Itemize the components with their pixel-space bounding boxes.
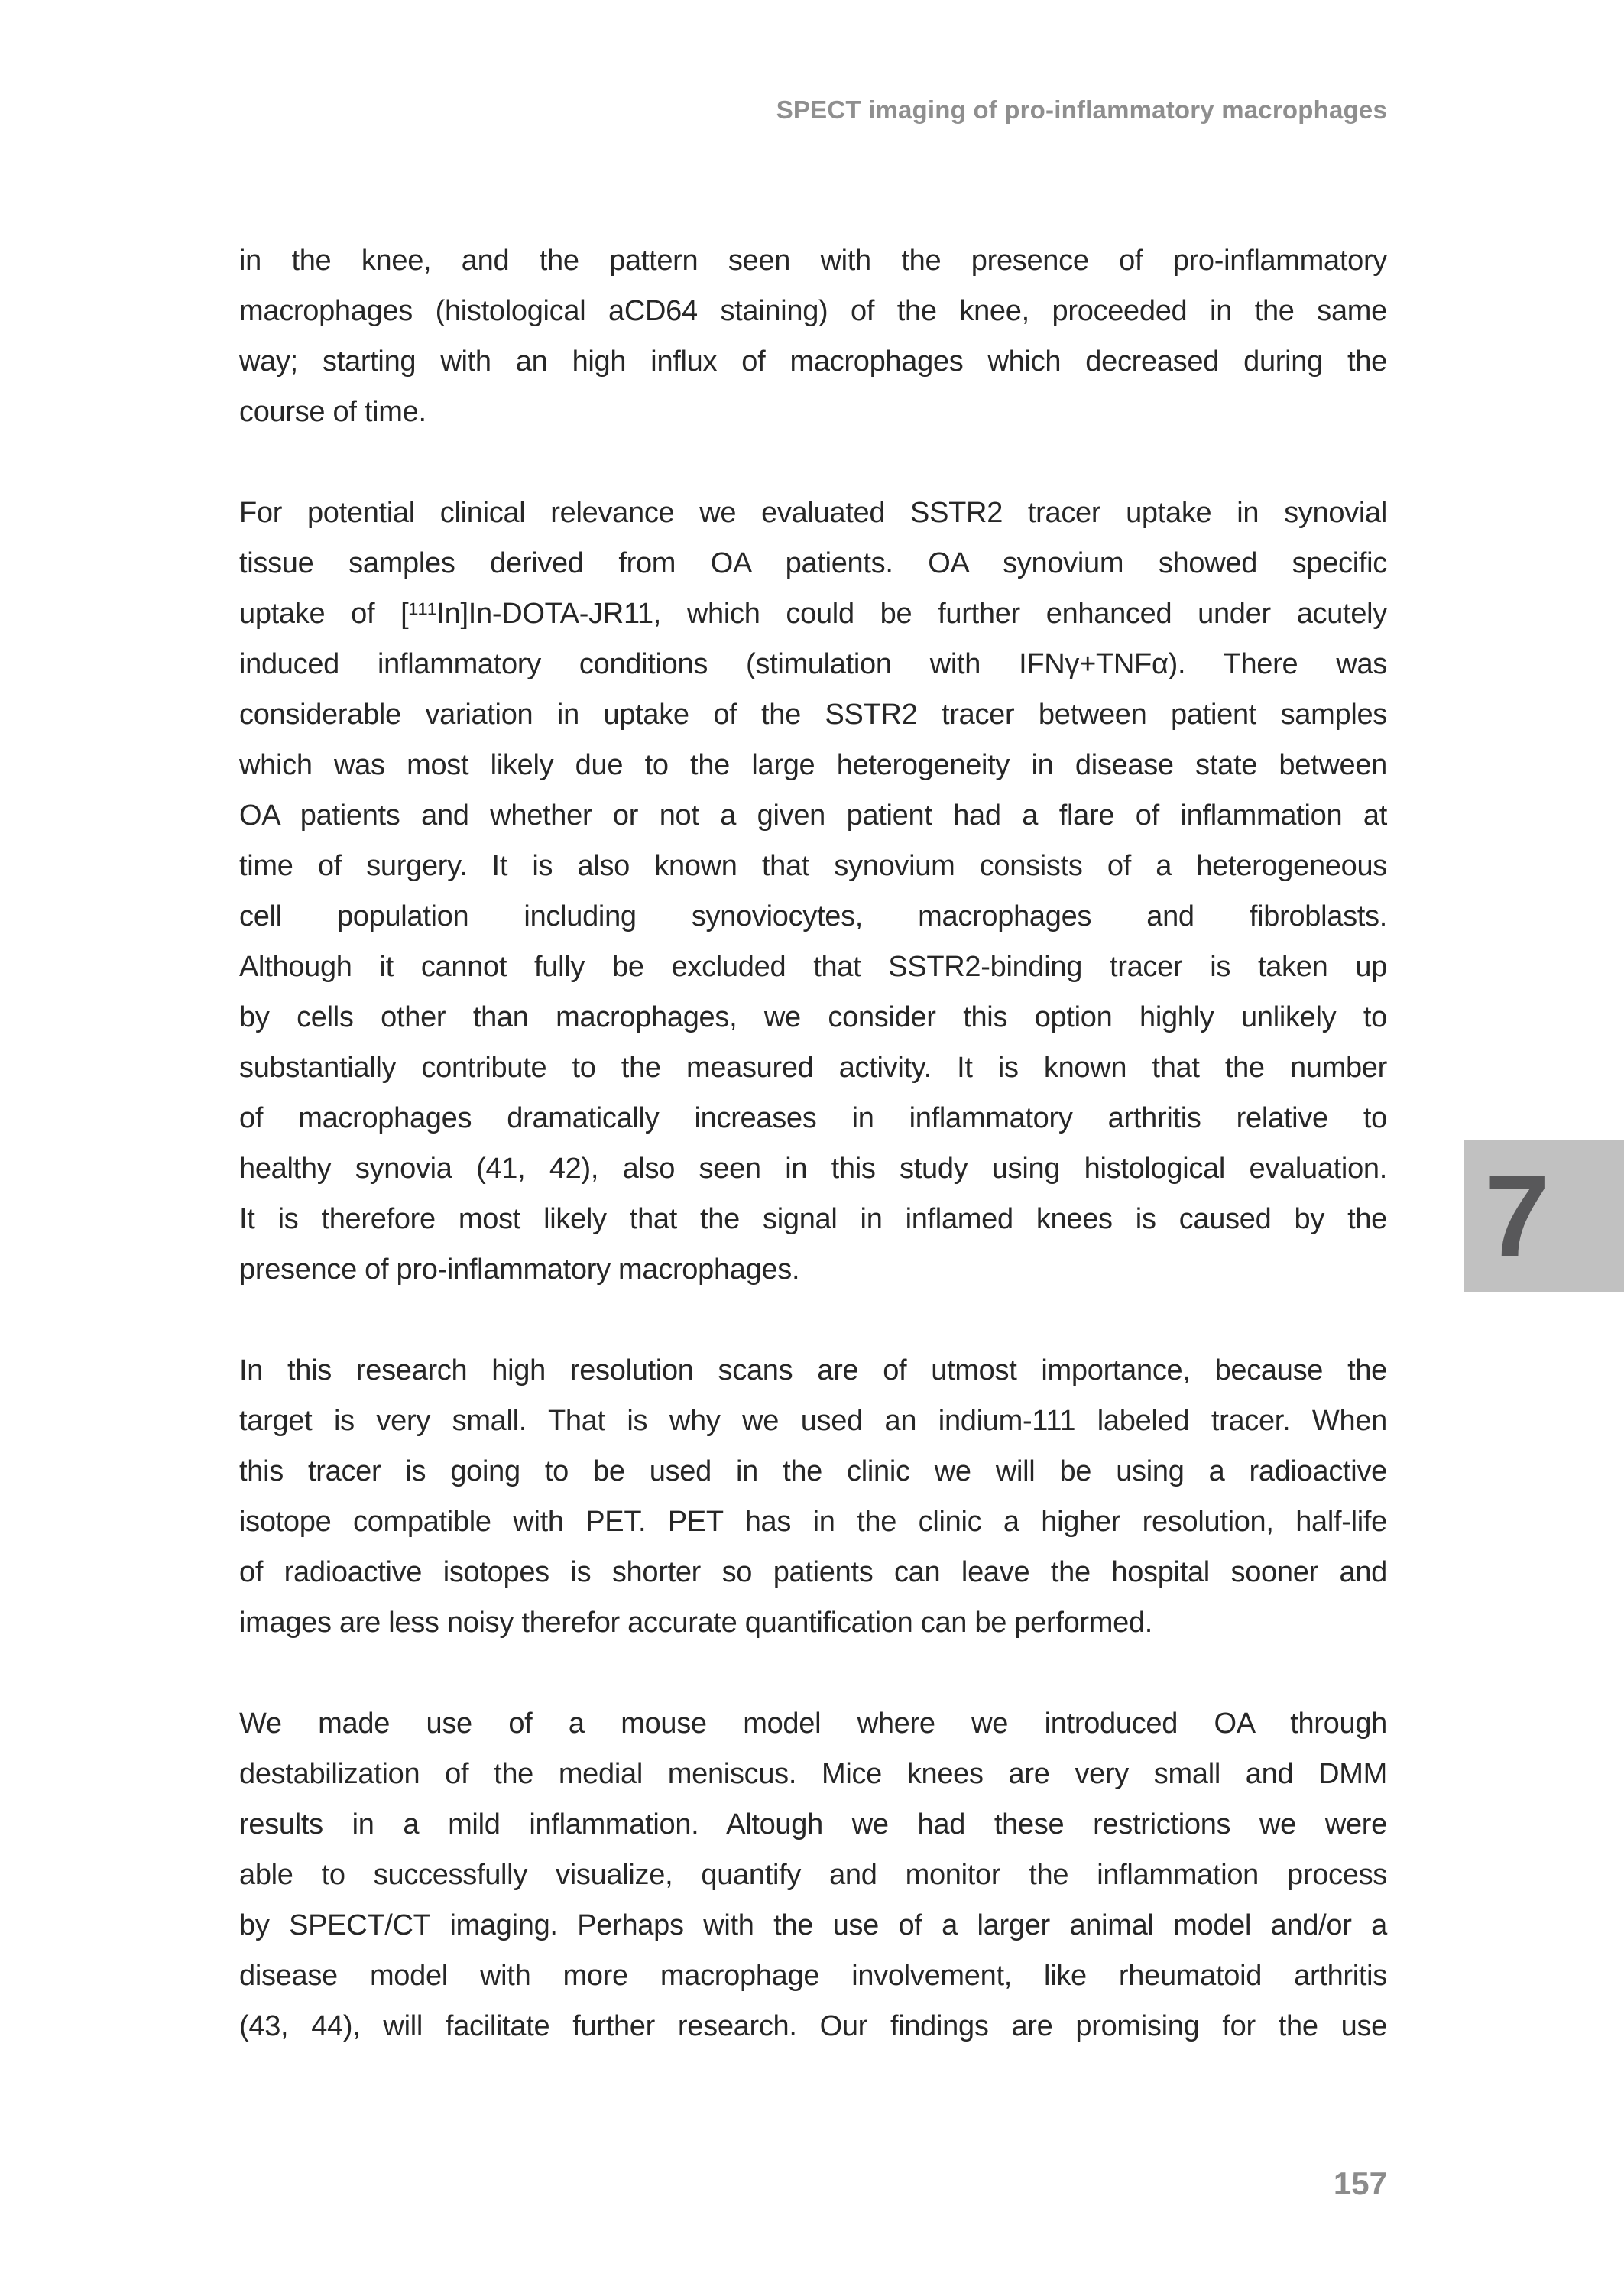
body-text [239, 235, 1387, 2051]
text-line: disease model with more macrophage involvement, like rheumatoid arthritis [239, 1960, 1387, 1992]
running-header: SPECT imaging of pro-inflammatory macrophages [776, 96, 1387, 124]
text-line: induced inflammatory conditions (stimulation with IFNγ+TNFα). There was [239, 648, 1387, 680]
text-line: substantially contribute to the measured activity. It is known that the number [239, 1052, 1387, 1084]
paragraph [239, 488, 1387, 1295]
text-line: by SPECT/CT imaging. Perhaps with the use of a larger animal model and/or a [239, 1909, 1387, 1941]
text-line: uptake of [¹¹¹In]In-DOTA-JR11, which could be further enhanced under acutely [239, 598, 1387, 630]
text-line: target is very small. That is why we used an indium-111 labeled tracer. When [239, 1405, 1387, 1437]
text-line: Although it cannot fully be excluded that SSTR2-binding tracer is taken up [239, 951, 1387, 983]
text-line: results in a mild inflammation. Altough we had these restrictions we were [239, 1808, 1387, 1841]
chapter-tab [1464, 1140, 1624, 1292]
text-line: In this research high resolution scans are of utmost importance, because the [239, 1354, 1387, 1387]
text-line: tissue samples derived from OA patients. OA synovium showed specific [239, 547, 1387, 579]
paragraph [239, 235, 1387, 437]
text-line: time of surgery. It is also known that synovium consists of a heterogeneous [239, 850, 1387, 882]
chapter-number: 7 [1485, 1151, 1550, 1281]
text-line: We made use of a mouse model where we introduced OA through [239, 1708, 1387, 1740]
text-line: cell population including synoviocytes, macrophages and fibroblasts. [239, 900, 1387, 932]
text-line: destabilization of the medial meniscus. Mice knees are very small and DMM [239, 1758, 1387, 1790]
text-line: this tracer is going to be used in the clinic we will be using a radioactive [239, 1455, 1387, 1487]
page-number: 157 [1333, 2165, 1387, 2201]
text-line: It is therefore most likely that the signal in inflamed knees is caused by the [239, 1203, 1387, 1235]
text-line: able to successfully visualize, quantify and monitor the inflammation process [239, 1859, 1387, 1891]
text-line: by cells other than macrophages, we consider this option highly unlikely to [239, 1001, 1387, 1033]
text-line: which was most likely due to the large heterogeneity in disease state between [239, 749, 1387, 781]
text-line: of macrophages dramatically increases in inflammatory arthritis relative to [239, 1102, 1387, 1134]
paragraph [239, 1345, 1387, 1648]
paragraph [239, 1698, 1387, 2051]
text-line: For potential clinical relevance we evaluated SSTR2 tracer uptake in synovial [239, 497, 1387, 529]
text-line: isotope compatible with PET. PET has in the clinic a higher resolution, half-life [239, 1506, 1387, 1538]
text-line: course of time. [239, 396, 426, 428]
text-line: healthy synovia (41, 42), also seen in this study using histological evaluation. [239, 1153, 1387, 1185]
text-line: presence of pro-inflammatory macrophages. [239, 1254, 800, 1286]
text-line: way; starting with an high influx of macrophages which decreased during the [239, 345, 1387, 378]
text-line: OA patients and whether or not a given patient had a flare of inflammation at [239, 799, 1387, 832]
text-line: considerable variation in uptake of the SSTR2 tracer between patient samples [239, 699, 1387, 731]
text-line: in the knee, and the pattern seen with the presence of pro-inflammatory [239, 245, 1387, 277]
text-line: macrophages (histological aCD64 staining) of the knee, proceeded in the same [239, 295, 1387, 327]
text-line: images are less noisy therefor accurate quantification can be performed. [239, 1607, 1153, 1639]
text-line: of radioactive isotopes is shorter so patients can leave the hospital sooner and [239, 1556, 1387, 1588]
text-line: (43, 44), will facilitate further research. Our findings are promising for the use [239, 2010, 1387, 2042]
